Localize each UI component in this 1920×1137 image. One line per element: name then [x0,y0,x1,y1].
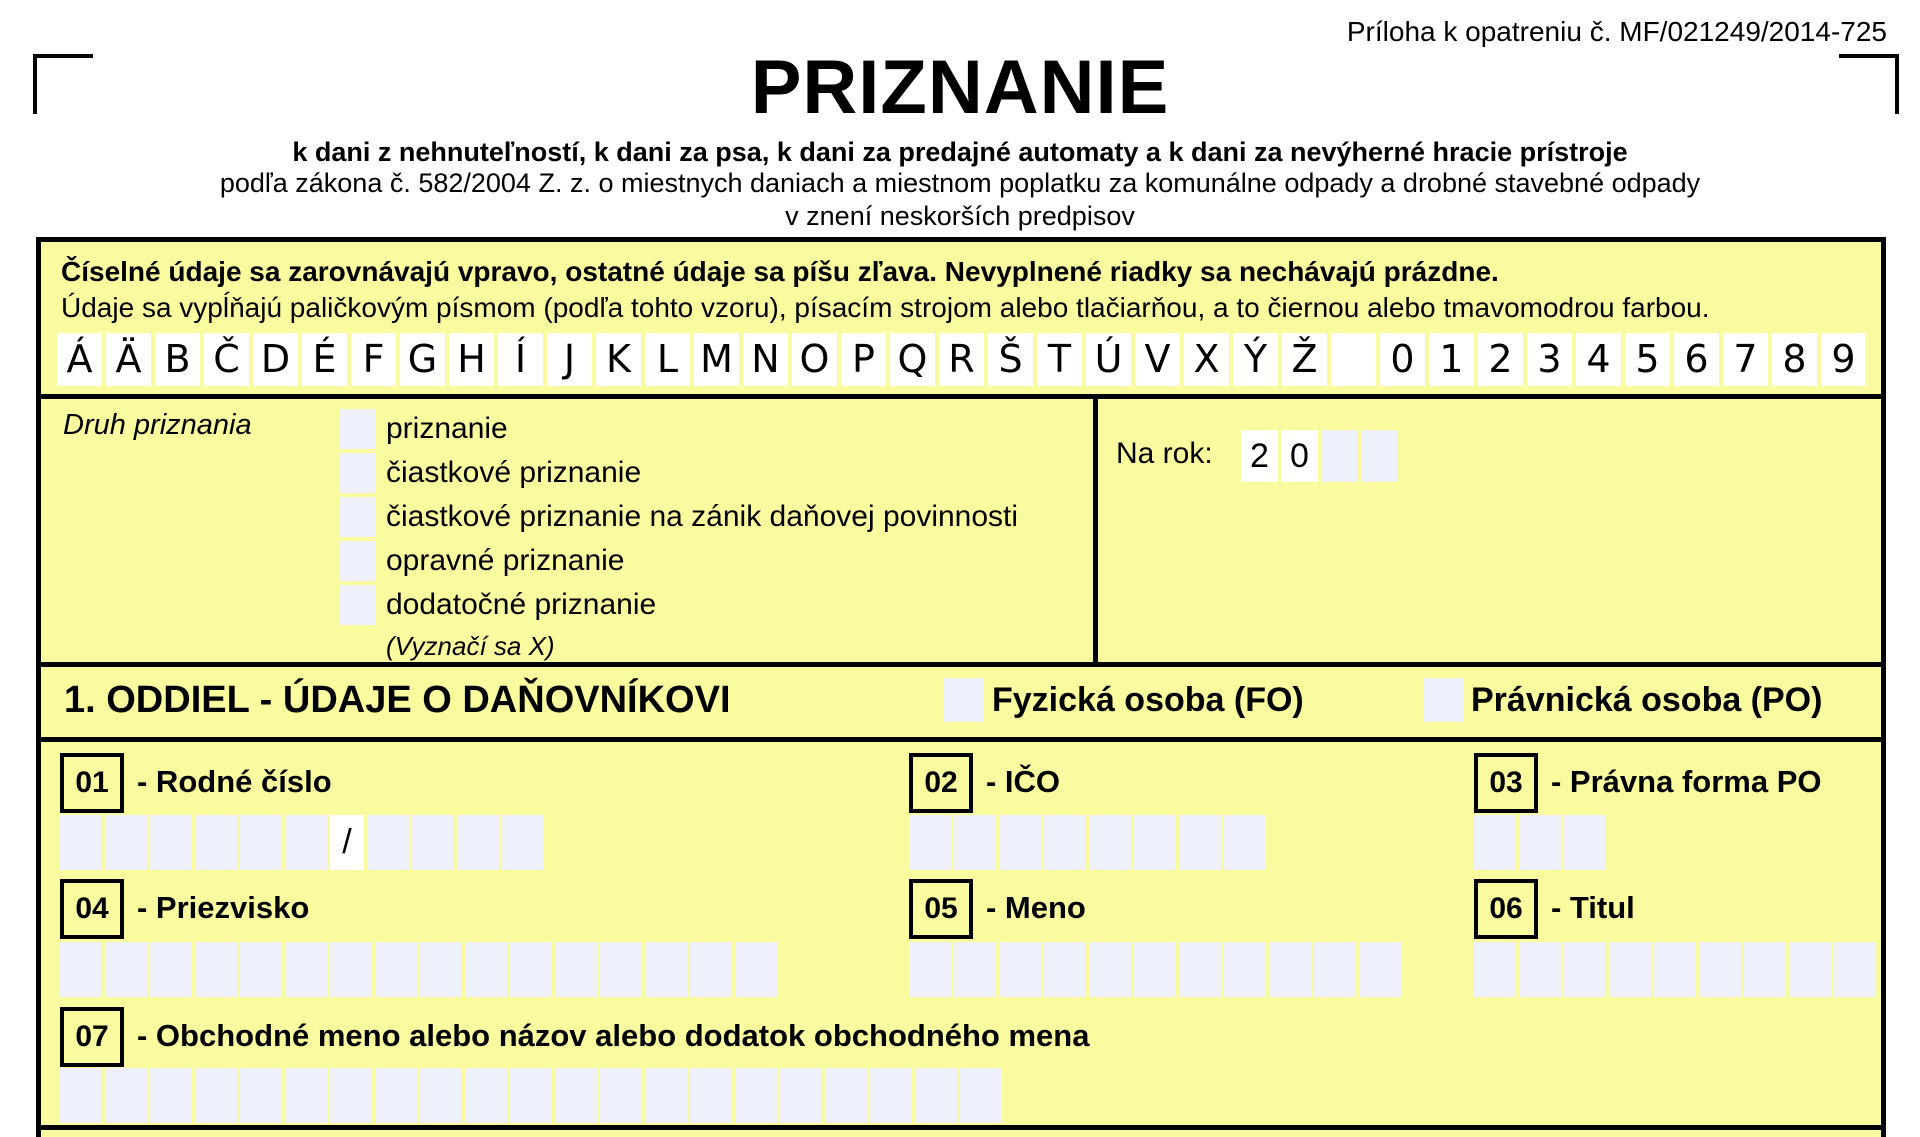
input-cell[interactable] [1179,815,1221,870]
instructions-alignment: Číselné údaje sa zarovnávajú vpravo, ostatné údaje sa píšu zľava. Nevyplnené riadky sa nechávajú prázdne. [61,256,1499,287]
input-cell[interactable] [735,942,777,997]
sample-letter: Á [57,333,102,386]
input-cell[interactable] [954,815,996,870]
input-cell[interactable] [105,1068,147,1123]
annex-reference: Príloha k opatreniu č. MF/021249/2014-725 [1346,16,1887,47]
checkbox-pravnicka-osoba[interactable] [1423,678,1463,722]
input-priezvisko [60,942,777,997]
sample-letter: O [792,333,837,386]
input-cell[interactable] [1609,942,1651,997]
rodne-cislo-separator: / [330,815,364,870]
year-digit-4[interactable] [1361,430,1398,482]
input-cell[interactable] [555,1068,597,1123]
input-cell[interactable] [1564,942,1606,997]
input-cell[interactable] [510,942,552,997]
sample-letter: Š [988,333,1033,386]
input-cell[interactable] [105,815,147,870]
input-cell[interactable] [60,942,102,997]
input-cell[interactable] [285,942,327,997]
input-cell[interactable] [502,815,544,870]
input-rodne-cislo [60,815,544,870]
input-cell[interactable] [420,1068,462,1123]
input-titul [1474,942,1876,997]
input-cell[interactable] [60,815,102,870]
form-title: PRIZNANIE [750,45,1170,130]
label-ico: - IČO [986,764,1061,799]
section1-title: 1. ODDIEL - ÚDAJE O DAŇOVNÍKOVI [64,679,731,721]
input-cell[interactable] [195,942,237,997]
input-cell[interactable] [1224,942,1266,997]
form-subtitle: k dani z nehnuteľností, k dani za psa, k dani za predajné automaty a k dani za nevýherné hracie prístroje [292,137,1628,167]
year-digit-2: 0 [1281,430,1318,482]
sample-digit: 2 [1478,333,1523,386]
form-law-amendments: v znení neskorších predpisov [785,201,1135,231]
input-cell[interactable] [60,1068,102,1123]
sample-letter: Ä [106,333,151,386]
input-cell[interactable] [195,815,237,870]
declaration-type-label: Druh priznania [63,409,252,441]
input-cell[interactable] [825,1068,867,1123]
input-cell[interactable] [960,1068,1002,1123]
input-cell[interactable] [915,1068,957,1123]
sample-letter: T [1037,333,1082,386]
checkbox-ciastkove-zanik[interactable] [339,497,375,537]
input-cell[interactable] [954,942,996,997]
field-number-07: 07 [60,1007,124,1067]
input-cell[interactable] [1089,942,1131,997]
year-digit-3[interactable] [1321,430,1358,482]
input-cell[interactable] [240,1068,282,1123]
sample-spacer [1331,333,1376,386]
label-priezvisko: - Priezvisko [137,890,310,925]
divider-section1-top [36,662,1886,667]
input-cell[interactable] [1359,942,1401,997]
label-obchodne-meno: - Obchodné meno alebo názov alebo dodatok obchodného mena [137,1018,1090,1053]
input-cell[interactable] [600,1068,642,1123]
sample-alphabet [57,333,1866,386]
input-cell[interactable] [645,1068,687,1123]
sample-letter: Q [890,333,935,386]
input-cell[interactable] [999,942,1041,997]
input-cell[interactable] [150,815,192,870]
input-pravna-forma [1474,815,1606,870]
field-number-04: 04 [60,879,124,939]
input-cell[interactable] [870,1068,912,1123]
option-label-priznanie: priznanie [386,412,508,445]
input-cell[interactable] [909,942,951,997]
sample-digit: 8 [1772,333,1817,386]
checkbox-ciastkove-priznanie[interactable] [339,453,375,493]
sample-letter: K [596,333,641,386]
sample-letter: P [841,333,886,386]
sample-letter: X [1184,333,1229,386]
sample-letter: R [939,333,984,386]
form-law-reference: podľa zákona č. 582/2004 Z. z. o miestnych daniach a miestnom poplatku za komunálne odpady a drobné stavebné odpady [219,168,1701,198]
sample-letter: N [743,333,788,386]
sample-letter: Ž [1282,333,1327,386]
input-cell[interactable] [420,942,462,997]
input-cell[interactable] [465,1068,507,1123]
sample-digit: 7 [1723,333,1768,386]
divider-section1-bottom [36,1125,1886,1130]
input-cell[interactable] [510,1068,552,1123]
field-number-05: 05 [909,879,973,939]
sample-letter: J [547,333,592,386]
input-cell[interactable] [465,942,507,997]
input-cell[interactable] [1789,942,1831,997]
input-cell[interactable] [1654,942,1696,997]
input-cell[interactable] [195,1068,237,1123]
input-cell[interactable] [105,942,147,997]
input-cell[interactable] [999,815,1041,870]
mark-with-x-hint: (Vyznačí sa X) [386,631,555,661]
checkbox-fyzicka-osoba[interactable] [944,678,984,722]
sample-letter: G [400,333,445,386]
option-label-ciastkove-zanik: čiastkové priznanie na zánik daňovej povinnosti [386,500,1019,533]
checkbox-opravne-priznanie[interactable] [339,541,375,581]
sample-letter: B [155,333,200,386]
field-number-01: 01 [60,753,124,813]
input-cell[interactable] [1474,815,1516,870]
sample-letter: D [253,333,298,386]
option-label-ciastkove-priznanie: čiastkové priznanie [386,456,642,489]
input-cell[interactable] [457,815,499,870]
input-cell[interactable] [240,815,282,870]
input-cell[interactable] [375,942,417,997]
input-cell[interactable] [150,1068,192,1123]
input-cell[interactable] [690,1068,732,1123]
option-label-opravne-priznanie: opravné priznanie [386,544,625,577]
input-cell[interactable] [1269,942,1311,997]
sample-letter: L [645,333,690,386]
sample-letter: Č [204,333,249,386]
input-cell[interactable] [1044,815,1086,870]
sample-letter: H [449,333,494,386]
input-cell[interactable] [1744,942,1786,997]
input-cell[interactable] [285,1068,327,1123]
input-cell[interactable] [645,942,687,997]
field-number-03: 03 [1474,753,1538,813]
input-cell[interactable] [909,815,951,870]
input-cell[interactable] [150,942,192,997]
label-fyzicka-osoba: Fyzická osoba (FO) [992,681,1304,719]
input-cell[interactable] [330,1068,372,1123]
sample-letter: Ý [1233,333,1278,386]
checkbox-dodatocne-priznanie[interactable] [339,585,375,625]
label-pravnicka-osoba: Právnická osoba (PO) [1471,681,1823,719]
divider-type-year [1093,394,1098,665]
year-digit-1: 2 [1241,430,1278,482]
input-obchodne-meno [60,1068,1002,1123]
input-cell[interactable] [1089,815,1131,870]
option-label-dodatocne-priznanie: dodatočné priznanie [386,588,657,621]
input-cell[interactable] [1314,942,1356,997]
sample-digit: 9 [1821,333,1866,386]
sample-letter: Ú [1086,333,1131,386]
input-ico [909,815,1266,870]
input-cell[interactable] [240,942,282,997]
year-input [1241,430,1398,482]
input-cell[interactable] [780,1068,822,1123]
input-cell[interactable] [1699,942,1741,997]
input-cell[interactable] [1564,815,1606,870]
sample-letter: Í [498,333,543,386]
input-cell[interactable] [1134,815,1176,870]
input-cell[interactable] [1179,942,1221,997]
instructions-handwriting: Údaje sa vypĺňajú paličkovým písmom (podľa tohto vzoru), písacím strojom alebo tlačiarňou, a to čiernou alebo tmavomodrou farbou. [61,292,1710,323]
input-cell[interactable] [1519,942,1561,997]
input-cell[interactable] [367,815,409,870]
label-meno: - Meno [986,890,1086,925]
sample-digit: 3 [1527,333,1572,386]
input-cell[interactable] [600,942,642,997]
input-cell[interactable] [1474,942,1516,997]
divider-instructions [36,394,1886,399]
sample-digit: 5 [1625,333,1670,386]
input-cell[interactable] [555,942,597,997]
sample-letter: V [1135,333,1180,386]
input-cell[interactable] [285,815,327,870]
checkbox-priznanie[interactable] [339,409,375,449]
sample-digit: 0 [1380,333,1425,386]
input-cell[interactable] [735,1068,777,1123]
sample-digit: 1 [1429,333,1474,386]
input-cell[interactable] [1519,815,1561,870]
input-cell[interactable] [1044,942,1086,997]
input-cell[interactable] [375,1068,417,1123]
label-titul: - Titul [1551,890,1635,925]
input-cell[interactable] [1834,942,1876,997]
year-label: Na rok: [1116,437,1213,470]
label-pravna-forma: - Právna forma PO [1551,764,1822,799]
input-cell[interactable] [1224,815,1266,870]
label-rodne-cislo: - Rodné číslo [137,764,332,799]
sample-digit: 4 [1576,333,1621,386]
input-cell[interactable] [330,942,372,997]
sample-letter: M [694,333,739,386]
sample-letter: F [351,333,396,386]
sample-letter: É [302,333,347,386]
field-number-06: 06 [1474,879,1538,939]
input-meno [909,942,1401,997]
input-cell[interactable] [690,942,732,997]
divider-section1-header [36,737,1886,742]
input-cell[interactable] [1134,942,1176,997]
sample-digit: 6 [1674,333,1719,386]
input-cell[interactable] [412,815,454,870]
field-number-02: 02 [909,753,973,813]
